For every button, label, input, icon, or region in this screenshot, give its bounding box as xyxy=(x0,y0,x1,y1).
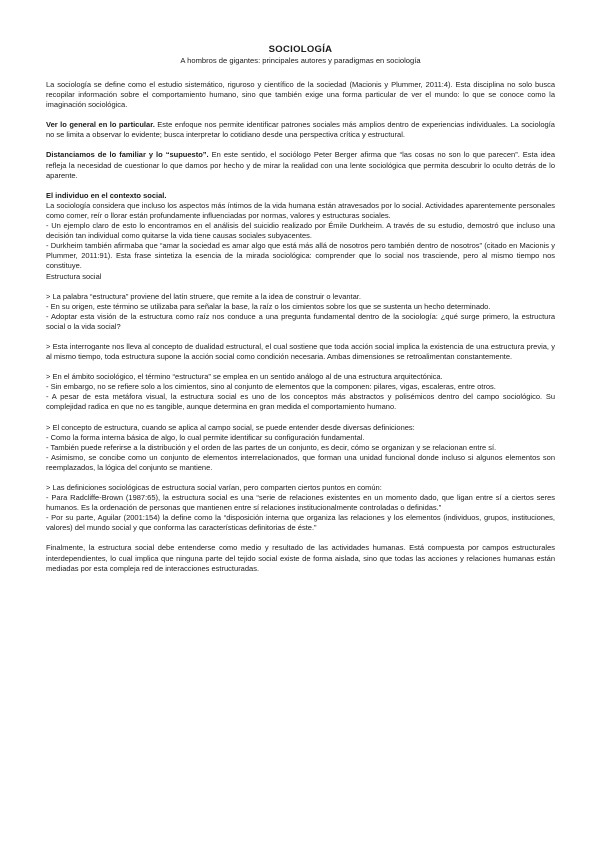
individual-line: - Durkheim también afirmaba que “amar la sociedad es amar algo que está más allá de nosotros pero también dentro de nosotros” (citado en Macionis y Plummer, 2011:91). Esta frase sintetiza la esencia de la mirada sociológica: comprender que lo social nos trasciende, pero al mismo tiempo nos constituye. xyxy=(46,241,555,271)
structure2-paragraph: > Esta interrogante nos lleva al concepto de dualidad estructural, el cual sostiene que toda acción social implica la existencia de una estructura previa, y al mismo tiempo, toda estructura supone la acción social como condición necesaria. Ambas dimensiones se retroalimentan constantemente. xyxy=(46,341,555,362)
distance-lead: Distanciamos de lo familiar y lo “supuesto”. xyxy=(46,150,209,160)
structure1-line: - Adoptar esta visión de la estructura como raíz nos conduce a una pregunta fundamental dentro de la sociología: ¿qué surge primero, la estructura social o la vida social? xyxy=(46,311,555,331)
structure3-line: - Sin embargo, no se refiere solo a los cimientos, sino al conjunto de elementos que la componen: pilares, vigas, escaleras, entre otros. xyxy=(46,382,496,392)
general-paragraph xyxy=(46,120,555,140)
conclusion-paragraph: Finalmente, la estructura social debe entenderse como medio y resultado de las actividades humanas. Está compuesta por campos estructurales interdependientes, lo cual implica que ninguna parte del tejido social existe de forma aislada, sino que todas las acciones y relaciones humanas están mediadas por esta compleja red de interacciones estructuradas. xyxy=(46,543,555,573)
structure5-line: > Las definiciones sociológicas de estructura social varían, pero comparten ciertos puntos en común: xyxy=(46,483,382,492)
distance-text: En este sentido, el sociólogo Peter Berger afirma que “las cosas no son lo que parecen”. Esta idea refleja la necesidad de cuestionar lo que damos por hecho y de mirar la realidad con una lente sociológica que permita descubrir lo oculto detrás de lo aparente. xyxy=(46,150,555,180)
individual-line: - Un ejemplo claro de esto lo encontramos en el análisis del suicidio realizado por Émile Durkheim. A través de su estudio, demostró que incluso una decisión tan individual como quitarse la vida tiene causas sociales subyacentes. xyxy=(46,221,555,241)
structure1-line: > La palabra “estructura” proviene del latín struere, que remite a la idea de construir o levantar. xyxy=(46,291,361,301)
distance-paragraph xyxy=(46,150,555,180)
structure4-line: > El concepto de estructura, cuando se aplica al campo social, se puede entender desde diversas definiciones: xyxy=(46,422,415,432)
structure1-line: - En su origen, este término se utilizaba para señalar la base, la raíz o los cimientos sobre los que se sustenta un hecho determinado. xyxy=(46,301,491,311)
structure4-line: - Como la forma interna básica de algo, lo cual permite identificar su configuración fundamental. xyxy=(46,432,365,442)
intro-paragraph: La sociología se define como el estudio sistemático, riguroso y científico de la sociedad (Macionis y Plummer, 2011:4). Esta disciplina no solo busca recopilar información sobre el comportamiento humano, sino que también exige una forma particular de ver el mundo: lo que se conoce como la imaginación sociológica. xyxy=(46,80,555,110)
structure5-line: - Para Radcliffe-Brown (1987:65), la estructura social es una “serie de relaciones existentes en un momento dado, que ligan entre sí a ciertos seres humanos. Es la ordenación de personas que mantienen entre sí relaciones institucionalmente controladas o definidas.” xyxy=(46,493,555,513)
structure4-line: - Asimismo, se concibe como un conjunto de elementos interrelacionados, que forman una unidad funcional donde incluso si algunos elementos son reemplazados, la lógica del conjunto se mantiene. xyxy=(46,452,555,472)
structure-heading: Estructura social xyxy=(46,271,102,281)
structure4-line: - También puede referirse a la distribución y el orden de las partes de un conjunto, es decir, cómo se organizan y se relacionan entre sí. xyxy=(46,442,497,452)
individual-heading: El individuo en el contexto social. xyxy=(46,190,167,200)
document-title: SOCIOLOGÍA xyxy=(268,44,333,55)
document-subtitle: A hombros de gigantes: principales autores y paradigmas en sociología xyxy=(180,56,421,65)
structure3-line: > En el ámbito sociológico, el término “estructura” se emplea en un sentido análogo al de una estructura arquitectónica. xyxy=(46,372,443,382)
general-lead: Ver lo general en lo particular. xyxy=(46,120,155,130)
individual-line: La sociología considera que incluso los aspectos más íntimos de la vida humana están atravesados por lo social. Actividades aparentemente personales como comer, reír o llorar están profundamente influenciadas por normas, valores y estructuras sociales. xyxy=(46,200,555,220)
structure5-line: - Por su parte, Aguilar (2001:154) la define como la “disposición interna que organiza las relaciones y los elementos (individuos, grupos, instituciones, valores) del mundo social y que conforma las características definitorias de éste.” xyxy=(46,513,555,533)
structure3-line: - A pesar de esta metáfora visual, la estructura social es uno de los conceptos más abstractos y polisémicos dentro del campo sociológico. Su complejidad radica en que no es tangible, aunque determina en gran medida el comportamiento humano. xyxy=(46,392,555,412)
general-text: Este enfoque nos permite identificar patrones sociales más amplios dentro de experiencias individuales. La sociología no se limita a observar lo evidente; busca interpretar lo cotidiano desde una perspectiva crítica y estructural. xyxy=(46,120,555,140)
